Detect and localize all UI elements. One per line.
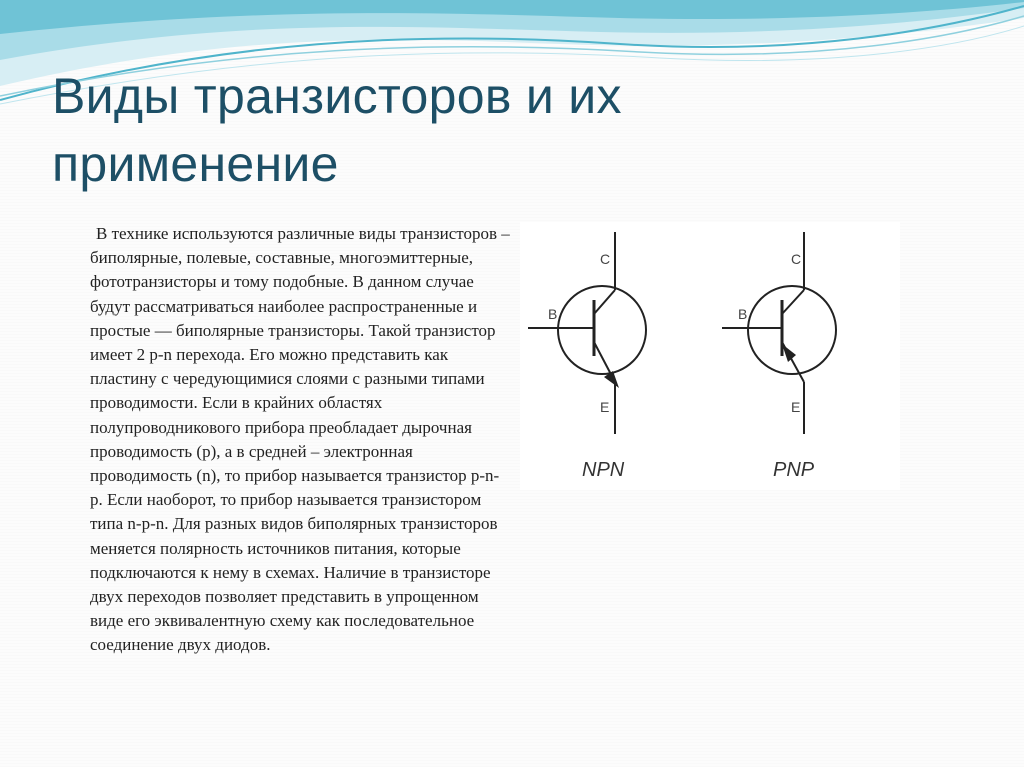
npn-base-letter: B <box>548 306 558 322</box>
pnp-emitter-letter: E <box>791 399 801 415</box>
slide-title: Виды транзисторов и их применение <box>52 68 622 192</box>
npn-emitter-letter: E <box>600 399 610 415</box>
npn-caption: NPN <box>582 459 625 481</box>
npn-collector-diagonal <box>594 290 615 314</box>
pnp-collector-letter: C <box>791 251 802 267</box>
pnp-collector-diagonal <box>782 290 804 314</box>
npn-symbol <box>528 232 646 481</box>
npn-collector-letter: C <box>600 251 611 267</box>
npn-circle <box>558 286 646 374</box>
pnp-emitter-arrow <box>782 344 796 362</box>
pnp-base-letter: B <box>738 306 748 322</box>
pnp-caption: PNP <box>773 459 815 481</box>
slide-body-text: В технике используются различные виды транзисторов – биполярные, полевые, составные, многоэмиттерные, фототранзисторы и тому подобные. В данном случае будут рассматриваться наиболее распространенные и простые — биполярные транзисторы. Такой транзистор имеет 2 p-n перехода. Его можно представить как пластину с чередующимися слоями с разными типами проводимости. Если в крайних областях полупроводникового прибора преобладает дырочная проводимость (p), а в средней – электронная проводимость (n), то прибор называется транзистор p-n-p. Если наоборот, то прибор называется транзистором типа n-p-n. Для разных видов биполярных транзисторов меняется полярность источников питания, которые подключаются к нему в схемах. Наличие в транзисторе двух переходов позволяет представить в упрощенном виде его эквивалентную схему как последовательное соединение двух диодов. <box>90 224 510 655</box>
transistor-symbols <box>520 222 900 490</box>
transistor-diagram <box>520 222 900 490</box>
pnp-symbol <box>722 232 836 481</box>
